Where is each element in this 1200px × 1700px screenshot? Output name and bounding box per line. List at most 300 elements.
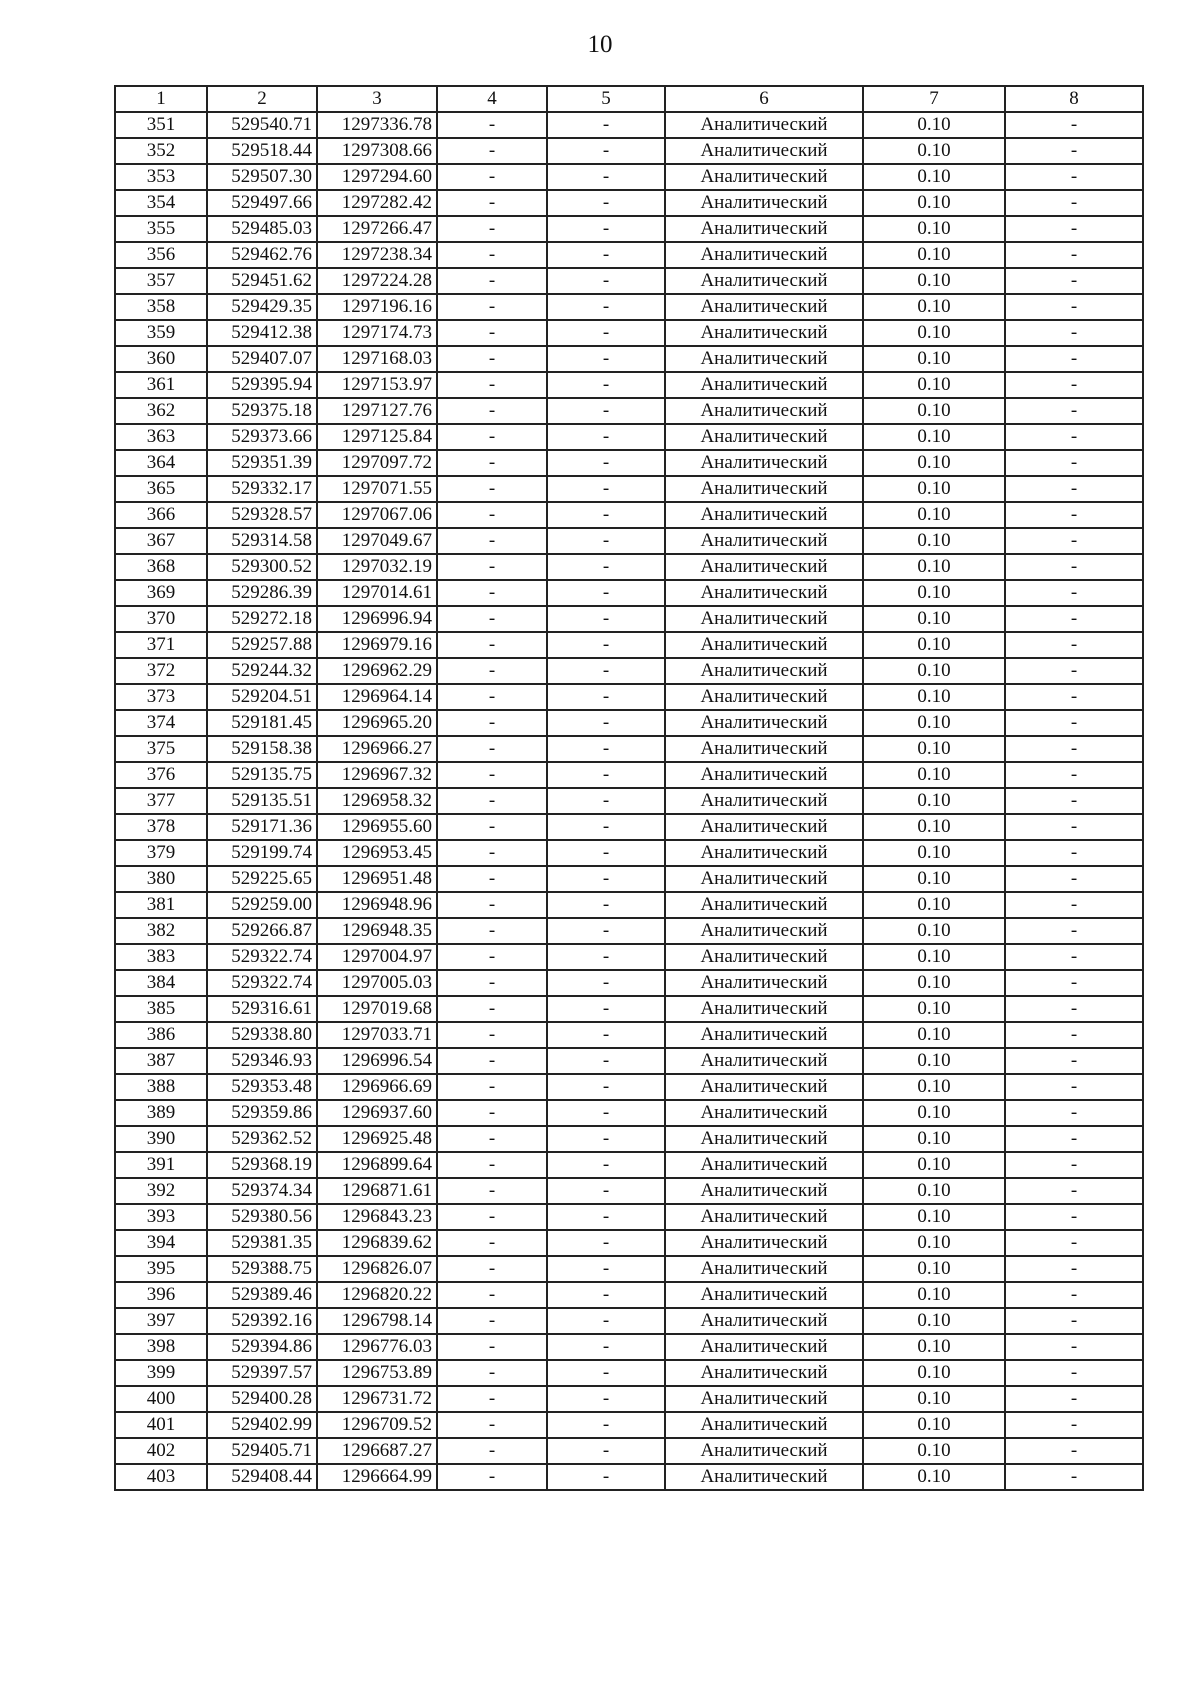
table-row xyxy=(115,398,1143,424)
point-number-cell: 373 xyxy=(115,684,207,710)
col4-cell: - xyxy=(437,294,547,320)
method-cell: Аналитический xyxy=(665,788,863,814)
accuracy-cell: 0.10 xyxy=(863,1022,1005,1048)
accuracy-cell: 0.10 xyxy=(863,1412,1005,1438)
method-cell: Аналитический xyxy=(665,1256,863,1282)
point-number-cell: 402 xyxy=(115,1438,207,1464)
table-row xyxy=(115,424,1143,450)
table-row xyxy=(115,294,1143,320)
table-row xyxy=(115,1152,1143,1178)
method-cell: Аналитический xyxy=(665,866,863,892)
method-cell: Аналитический xyxy=(665,242,863,268)
point-number-cell: 376 xyxy=(115,762,207,788)
table-row xyxy=(115,320,1143,346)
y-coordinate-cell: 1297153.97 xyxy=(317,372,437,398)
method-cell: Аналитический xyxy=(665,1334,863,1360)
point-number-cell: 370 xyxy=(115,606,207,632)
accuracy-cell: 0.10 xyxy=(863,1204,1005,1230)
col4-cell: - xyxy=(437,788,547,814)
x-coordinate-cell: 529353.48 xyxy=(207,1074,317,1100)
accuracy-cell: 0.10 xyxy=(863,1178,1005,1204)
y-coordinate-cell: 1297004.97 xyxy=(317,944,437,970)
x-coordinate-cell: 529225.65 xyxy=(207,866,317,892)
table-row xyxy=(115,840,1143,866)
accuracy-cell: 0.10 xyxy=(863,242,1005,268)
method-cell: Аналитический xyxy=(665,554,863,580)
col5-cell: - xyxy=(547,138,665,164)
y-coordinate-cell: 1296964.14 xyxy=(317,684,437,710)
y-coordinate-cell: 1297005.03 xyxy=(317,970,437,996)
col4-cell: - xyxy=(437,814,547,840)
y-coordinate-cell: 1296753.89 xyxy=(317,1360,437,1386)
y-coordinate-cell: 1296776.03 xyxy=(317,1334,437,1360)
table-row xyxy=(115,554,1143,580)
accuracy-cell: 0.10 xyxy=(863,788,1005,814)
method-cell: Аналитический xyxy=(665,1126,863,1152)
table-row xyxy=(115,528,1143,554)
col5-cell: - xyxy=(547,372,665,398)
accuracy-cell: 0.10 xyxy=(863,1464,1005,1490)
y-coordinate-cell: 1296709.52 xyxy=(317,1412,437,1438)
col4-cell: - xyxy=(437,190,547,216)
accuracy-cell: 0.10 xyxy=(863,502,1005,528)
table-row xyxy=(115,736,1143,762)
header-cell: 3 xyxy=(317,86,437,112)
y-coordinate-cell: 1296955.60 xyxy=(317,814,437,840)
y-coordinate-cell: 1296951.48 xyxy=(317,866,437,892)
col8-cell: - xyxy=(1005,1360,1143,1386)
col4-cell: - xyxy=(437,1308,547,1334)
col5-cell: - xyxy=(547,1204,665,1230)
col4-cell: - xyxy=(437,1126,547,1152)
x-coordinate-cell: 529408.44 xyxy=(207,1464,317,1490)
method-cell: Аналитический xyxy=(665,528,863,554)
method-cell: Аналитический xyxy=(665,138,863,164)
col5-cell: - xyxy=(547,190,665,216)
accuracy-cell: 0.10 xyxy=(863,606,1005,632)
accuracy-cell: 0.10 xyxy=(863,294,1005,320)
col4-cell: - xyxy=(437,1282,547,1308)
col5-cell: - xyxy=(547,346,665,372)
accuracy-cell: 0.10 xyxy=(863,918,1005,944)
accuracy-cell: 0.10 xyxy=(863,1438,1005,1464)
point-number-cell: 384 xyxy=(115,970,207,996)
table-row xyxy=(115,996,1143,1022)
x-coordinate-cell: 529135.51 xyxy=(207,788,317,814)
table-row xyxy=(115,684,1143,710)
y-coordinate-cell: 1297071.55 xyxy=(317,476,437,502)
y-coordinate-cell: 1296871.61 xyxy=(317,1178,437,1204)
point-number-cell: 386 xyxy=(115,1022,207,1048)
col5-cell: - xyxy=(547,1464,665,1490)
method-cell: Аналитический xyxy=(665,372,863,398)
col8-cell: - xyxy=(1005,736,1143,762)
col4-cell: - xyxy=(437,346,547,372)
method-cell: Аналитический xyxy=(665,632,863,658)
table-row xyxy=(115,918,1143,944)
x-coordinate-cell: 529314.58 xyxy=(207,528,317,554)
col4-cell: - xyxy=(437,1178,547,1204)
x-coordinate-cell: 529328.57 xyxy=(207,502,317,528)
col4-cell: - xyxy=(437,944,547,970)
accuracy-cell: 0.10 xyxy=(863,1334,1005,1360)
method-cell: Аналитический xyxy=(665,1152,863,1178)
accuracy-cell: 0.10 xyxy=(863,554,1005,580)
y-coordinate-cell: 1297049.67 xyxy=(317,528,437,554)
method-cell: Аналитический xyxy=(665,918,863,944)
col5-cell: - xyxy=(547,1022,665,1048)
point-number-cell: 380 xyxy=(115,866,207,892)
method-cell: Аналитический xyxy=(665,1204,863,1230)
x-coordinate-cell: 529388.75 xyxy=(207,1256,317,1282)
col4-cell: - xyxy=(437,424,547,450)
accuracy-cell: 0.10 xyxy=(863,684,1005,710)
method-cell: Аналитический xyxy=(665,1230,863,1256)
y-coordinate-cell: 1297266.47 xyxy=(317,216,437,242)
accuracy-cell: 0.10 xyxy=(863,892,1005,918)
x-coordinate-cell: 529204.51 xyxy=(207,684,317,710)
point-number-cell: 367 xyxy=(115,528,207,554)
y-coordinate-cell: 1296839.62 xyxy=(317,1230,437,1256)
point-number-cell: 361 xyxy=(115,372,207,398)
y-coordinate-cell: 1297174.73 xyxy=(317,320,437,346)
table-row xyxy=(115,1100,1143,1126)
col5-cell: - xyxy=(547,866,665,892)
col8-cell: - xyxy=(1005,112,1143,138)
method-cell: Аналитический xyxy=(665,1308,863,1334)
y-coordinate-cell: 1297282.42 xyxy=(317,190,437,216)
method-cell: Аналитический xyxy=(665,450,863,476)
point-number-cell: 360 xyxy=(115,346,207,372)
y-coordinate-cell: 1296826.07 xyxy=(317,1256,437,1282)
accuracy-cell: 0.10 xyxy=(863,1126,1005,1152)
col5-cell: - xyxy=(547,1230,665,1256)
x-coordinate-cell: 529497.66 xyxy=(207,190,317,216)
col8-cell: - xyxy=(1005,606,1143,632)
point-number-cell: 364 xyxy=(115,450,207,476)
table-row xyxy=(115,606,1143,632)
col4-cell: - xyxy=(437,398,547,424)
col5-cell: - xyxy=(547,450,665,476)
col5-cell: - xyxy=(547,242,665,268)
accuracy-cell: 0.10 xyxy=(863,1074,1005,1100)
col5-cell: - xyxy=(547,320,665,346)
col4-cell: - xyxy=(437,970,547,996)
col8-cell: - xyxy=(1005,762,1143,788)
x-coordinate-cell: 529373.66 xyxy=(207,424,317,450)
y-coordinate-cell: 1296899.64 xyxy=(317,1152,437,1178)
col4-cell: - xyxy=(437,502,547,528)
table-row xyxy=(115,1022,1143,1048)
method-cell: Аналитический xyxy=(665,1360,863,1386)
accuracy-cell: 0.10 xyxy=(863,190,1005,216)
method-cell: Аналитический xyxy=(665,216,863,242)
col8-cell: - xyxy=(1005,1074,1143,1100)
accuracy-cell: 0.10 xyxy=(863,944,1005,970)
col4-cell: - xyxy=(437,216,547,242)
col4-cell: - xyxy=(437,892,547,918)
y-coordinate-cell: 1296798.14 xyxy=(317,1308,437,1334)
col4-cell: - xyxy=(437,1100,547,1126)
col5-cell: - xyxy=(547,1074,665,1100)
col5-cell: - xyxy=(547,1178,665,1204)
method-cell: Аналитический xyxy=(665,1438,863,1464)
x-coordinate-cell: 529412.38 xyxy=(207,320,317,346)
col5-cell: - xyxy=(547,944,665,970)
point-number-cell: 394 xyxy=(115,1230,207,1256)
method-cell: Аналитический xyxy=(665,112,863,138)
y-coordinate-cell: 1296843.23 xyxy=(317,1204,437,1230)
col5-cell: - xyxy=(547,1412,665,1438)
col5-cell: - xyxy=(547,1386,665,1412)
col5-cell: - xyxy=(547,1048,665,1074)
x-coordinate-cell: 529199.74 xyxy=(207,840,317,866)
y-coordinate-cell: 1297032.19 xyxy=(317,554,437,580)
col4-cell: - xyxy=(437,996,547,1022)
point-number-cell: 363 xyxy=(115,424,207,450)
col4-cell: - xyxy=(437,528,547,554)
col8-cell: - xyxy=(1005,216,1143,242)
accuracy-cell: 0.10 xyxy=(863,112,1005,138)
table-row xyxy=(115,1412,1143,1438)
point-number-cell: 354 xyxy=(115,190,207,216)
method-cell: Аналитический xyxy=(665,294,863,320)
header-row xyxy=(115,86,1143,112)
col4-cell: - xyxy=(437,138,547,164)
col4-cell: - xyxy=(437,710,547,736)
col5-cell: - xyxy=(547,1438,665,1464)
accuracy-cell: 0.10 xyxy=(863,424,1005,450)
col8-cell: - xyxy=(1005,1204,1143,1230)
col5-cell: - xyxy=(547,1256,665,1282)
accuracy-cell: 0.10 xyxy=(863,164,1005,190)
col5-cell: - xyxy=(547,580,665,606)
x-coordinate-cell: 529375.18 xyxy=(207,398,317,424)
accuracy-cell: 0.10 xyxy=(863,658,1005,684)
col4-cell: - xyxy=(437,1074,547,1100)
col5-cell: - xyxy=(547,788,665,814)
table-row xyxy=(115,658,1143,684)
accuracy-cell: 0.10 xyxy=(863,736,1005,762)
y-coordinate-cell: 1297067.06 xyxy=(317,502,437,528)
point-number-cell: 382 xyxy=(115,918,207,944)
y-coordinate-cell: 1297168.03 xyxy=(317,346,437,372)
x-coordinate-cell: 529266.87 xyxy=(207,918,317,944)
method-cell: Аналитический xyxy=(665,814,863,840)
method-cell: Аналитический xyxy=(665,398,863,424)
col5-cell: - xyxy=(547,502,665,528)
x-coordinate-cell: 529286.39 xyxy=(207,580,317,606)
y-coordinate-cell: 1296966.69 xyxy=(317,1074,437,1100)
col4-cell: - xyxy=(437,164,547,190)
method-cell: Аналитический xyxy=(665,1178,863,1204)
col4-cell: - xyxy=(437,372,547,398)
col4-cell: - xyxy=(437,1438,547,1464)
x-coordinate-cell: 529322.74 xyxy=(207,970,317,996)
col8-cell: - xyxy=(1005,242,1143,268)
method-cell: Аналитический xyxy=(665,1464,863,1490)
x-coordinate-cell: 529244.32 xyxy=(207,658,317,684)
table-row xyxy=(115,892,1143,918)
x-coordinate-cell: 529158.38 xyxy=(207,736,317,762)
method-cell: Аналитический xyxy=(665,606,863,632)
col5-cell: - xyxy=(547,632,665,658)
col4-cell: - xyxy=(437,320,547,346)
method-cell: Аналитический xyxy=(665,996,863,1022)
method-cell: Аналитический xyxy=(665,164,863,190)
x-coordinate-cell: 529338.80 xyxy=(207,1022,317,1048)
col8-cell: - xyxy=(1005,632,1143,658)
header-cell: 1 xyxy=(115,86,207,112)
col4-cell: - xyxy=(437,762,547,788)
x-coordinate-cell: 529362.52 xyxy=(207,1126,317,1152)
y-coordinate-cell: 1297014.61 xyxy=(317,580,437,606)
table-row xyxy=(115,1360,1143,1386)
x-coordinate-cell: 529322.74 xyxy=(207,944,317,970)
point-number-cell: 362 xyxy=(115,398,207,424)
x-coordinate-cell: 529451.62 xyxy=(207,268,317,294)
table-row xyxy=(115,190,1143,216)
accuracy-cell: 0.10 xyxy=(863,320,1005,346)
col5-cell: - xyxy=(547,164,665,190)
table-body xyxy=(115,112,1143,1490)
accuracy-cell: 0.10 xyxy=(863,814,1005,840)
col8-cell: - xyxy=(1005,450,1143,476)
col8-cell: - xyxy=(1005,294,1143,320)
col8-cell: - xyxy=(1005,1282,1143,1308)
y-coordinate-cell: 1296953.45 xyxy=(317,840,437,866)
coordinates-table xyxy=(114,85,1144,1491)
y-coordinate-cell: 1297336.78 xyxy=(317,112,437,138)
col8-cell: - xyxy=(1005,268,1143,294)
col8-cell: - xyxy=(1005,424,1143,450)
y-coordinate-cell: 1296967.32 xyxy=(317,762,437,788)
point-number-cell: 355 xyxy=(115,216,207,242)
col4-cell: - xyxy=(437,918,547,944)
table-row xyxy=(115,216,1143,242)
method-cell: Аналитический xyxy=(665,1022,863,1048)
accuracy-cell: 0.10 xyxy=(863,1100,1005,1126)
y-coordinate-cell: 1297033.71 xyxy=(317,1022,437,1048)
y-coordinate-cell: 1297125.84 xyxy=(317,424,437,450)
table-row xyxy=(115,970,1143,996)
y-coordinate-cell: 1297308.66 xyxy=(317,138,437,164)
x-coordinate-cell: 529381.35 xyxy=(207,1230,317,1256)
col4-cell: - xyxy=(437,1048,547,1074)
method-cell: Аналитический xyxy=(665,1282,863,1308)
y-coordinate-cell: 1297019.68 xyxy=(317,996,437,1022)
col4-cell: - xyxy=(437,632,547,658)
x-coordinate-cell: 529368.19 xyxy=(207,1152,317,1178)
col4-cell: - xyxy=(437,606,547,632)
y-coordinate-cell: 1296966.27 xyxy=(317,736,437,762)
table-row xyxy=(115,1178,1143,1204)
col4-cell: - xyxy=(437,684,547,710)
table-row xyxy=(115,112,1143,138)
table-row xyxy=(115,1230,1143,1256)
col8-cell: - xyxy=(1005,1256,1143,1282)
table-row xyxy=(115,1074,1143,1100)
method-cell: Аналитический xyxy=(665,1074,863,1100)
col5-cell: - xyxy=(547,528,665,554)
point-number-cell: 375 xyxy=(115,736,207,762)
point-number-cell: 395 xyxy=(115,1256,207,1282)
point-number-cell: 391 xyxy=(115,1152,207,1178)
col8-cell: - xyxy=(1005,476,1143,502)
col8-cell: - xyxy=(1005,918,1143,944)
point-number-cell: 387 xyxy=(115,1048,207,1074)
col4-cell: - xyxy=(437,1386,547,1412)
method-cell: Аналитический xyxy=(665,580,863,606)
method-cell: Аналитический xyxy=(665,840,863,866)
x-coordinate-cell: 529300.52 xyxy=(207,554,317,580)
table-row xyxy=(115,1438,1143,1464)
point-number-cell: 399 xyxy=(115,1360,207,1386)
col5-cell: - xyxy=(547,1282,665,1308)
col5-cell: - xyxy=(547,398,665,424)
point-number-cell: 358 xyxy=(115,294,207,320)
x-coordinate-cell: 529518.44 xyxy=(207,138,317,164)
table-row xyxy=(115,762,1143,788)
col8-cell: - xyxy=(1005,970,1143,996)
x-coordinate-cell: 529402.99 xyxy=(207,1412,317,1438)
col4-cell: - xyxy=(437,1464,547,1490)
y-coordinate-cell: 1296948.96 xyxy=(317,892,437,918)
col4-cell: - xyxy=(437,1204,547,1230)
point-number-cell: 381 xyxy=(115,892,207,918)
y-coordinate-cell: 1296996.94 xyxy=(317,606,437,632)
col5-cell: - xyxy=(547,112,665,138)
col8-cell: - xyxy=(1005,684,1143,710)
col8-cell: - xyxy=(1005,814,1143,840)
point-number-cell: 401 xyxy=(115,1412,207,1438)
col8-cell: - xyxy=(1005,1412,1143,1438)
col4-cell: - xyxy=(437,658,547,684)
table-header xyxy=(115,86,1143,112)
col8-cell: - xyxy=(1005,346,1143,372)
point-number-cell: 390 xyxy=(115,1126,207,1152)
x-coordinate-cell: 529507.30 xyxy=(207,164,317,190)
y-coordinate-cell: 1296820.22 xyxy=(317,1282,437,1308)
col8-cell: - xyxy=(1005,788,1143,814)
x-coordinate-cell: 529462.76 xyxy=(207,242,317,268)
table-row xyxy=(115,1256,1143,1282)
table-row xyxy=(115,164,1143,190)
col5-cell: - xyxy=(547,424,665,450)
x-coordinate-cell: 529272.18 xyxy=(207,606,317,632)
col8-cell: - xyxy=(1005,398,1143,424)
accuracy-cell: 0.10 xyxy=(863,970,1005,996)
col8-cell: - xyxy=(1005,1048,1143,1074)
accuracy-cell: 0.10 xyxy=(863,762,1005,788)
accuracy-cell: 0.10 xyxy=(863,1256,1005,1282)
point-number-cell: 383 xyxy=(115,944,207,970)
col8-cell: - xyxy=(1005,1334,1143,1360)
method-cell: Аналитический xyxy=(665,892,863,918)
point-number-cell: 378 xyxy=(115,814,207,840)
accuracy-cell: 0.10 xyxy=(863,840,1005,866)
table-row xyxy=(115,1464,1143,1490)
col5-cell: - xyxy=(547,736,665,762)
col4-cell: - xyxy=(437,1256,547,1282)
y-coordinate-cell: 1296962.29 xyxy=(317,658,437,684)
x-coordinate-cell: 529397.57 xyxy=(207,1360,317,1386)
x-coordinate-cell: 529485.03 xyxy=(207,216,317,242)
method-cell: Аналитический xyxy=(665,970,863,996)
header-cell: 6 xyxy=(665,86,863,112)
col8-cell: - xyxy=(1005,892,1143,918)
col5-cell: - xyxy=(547,892,665,918)
